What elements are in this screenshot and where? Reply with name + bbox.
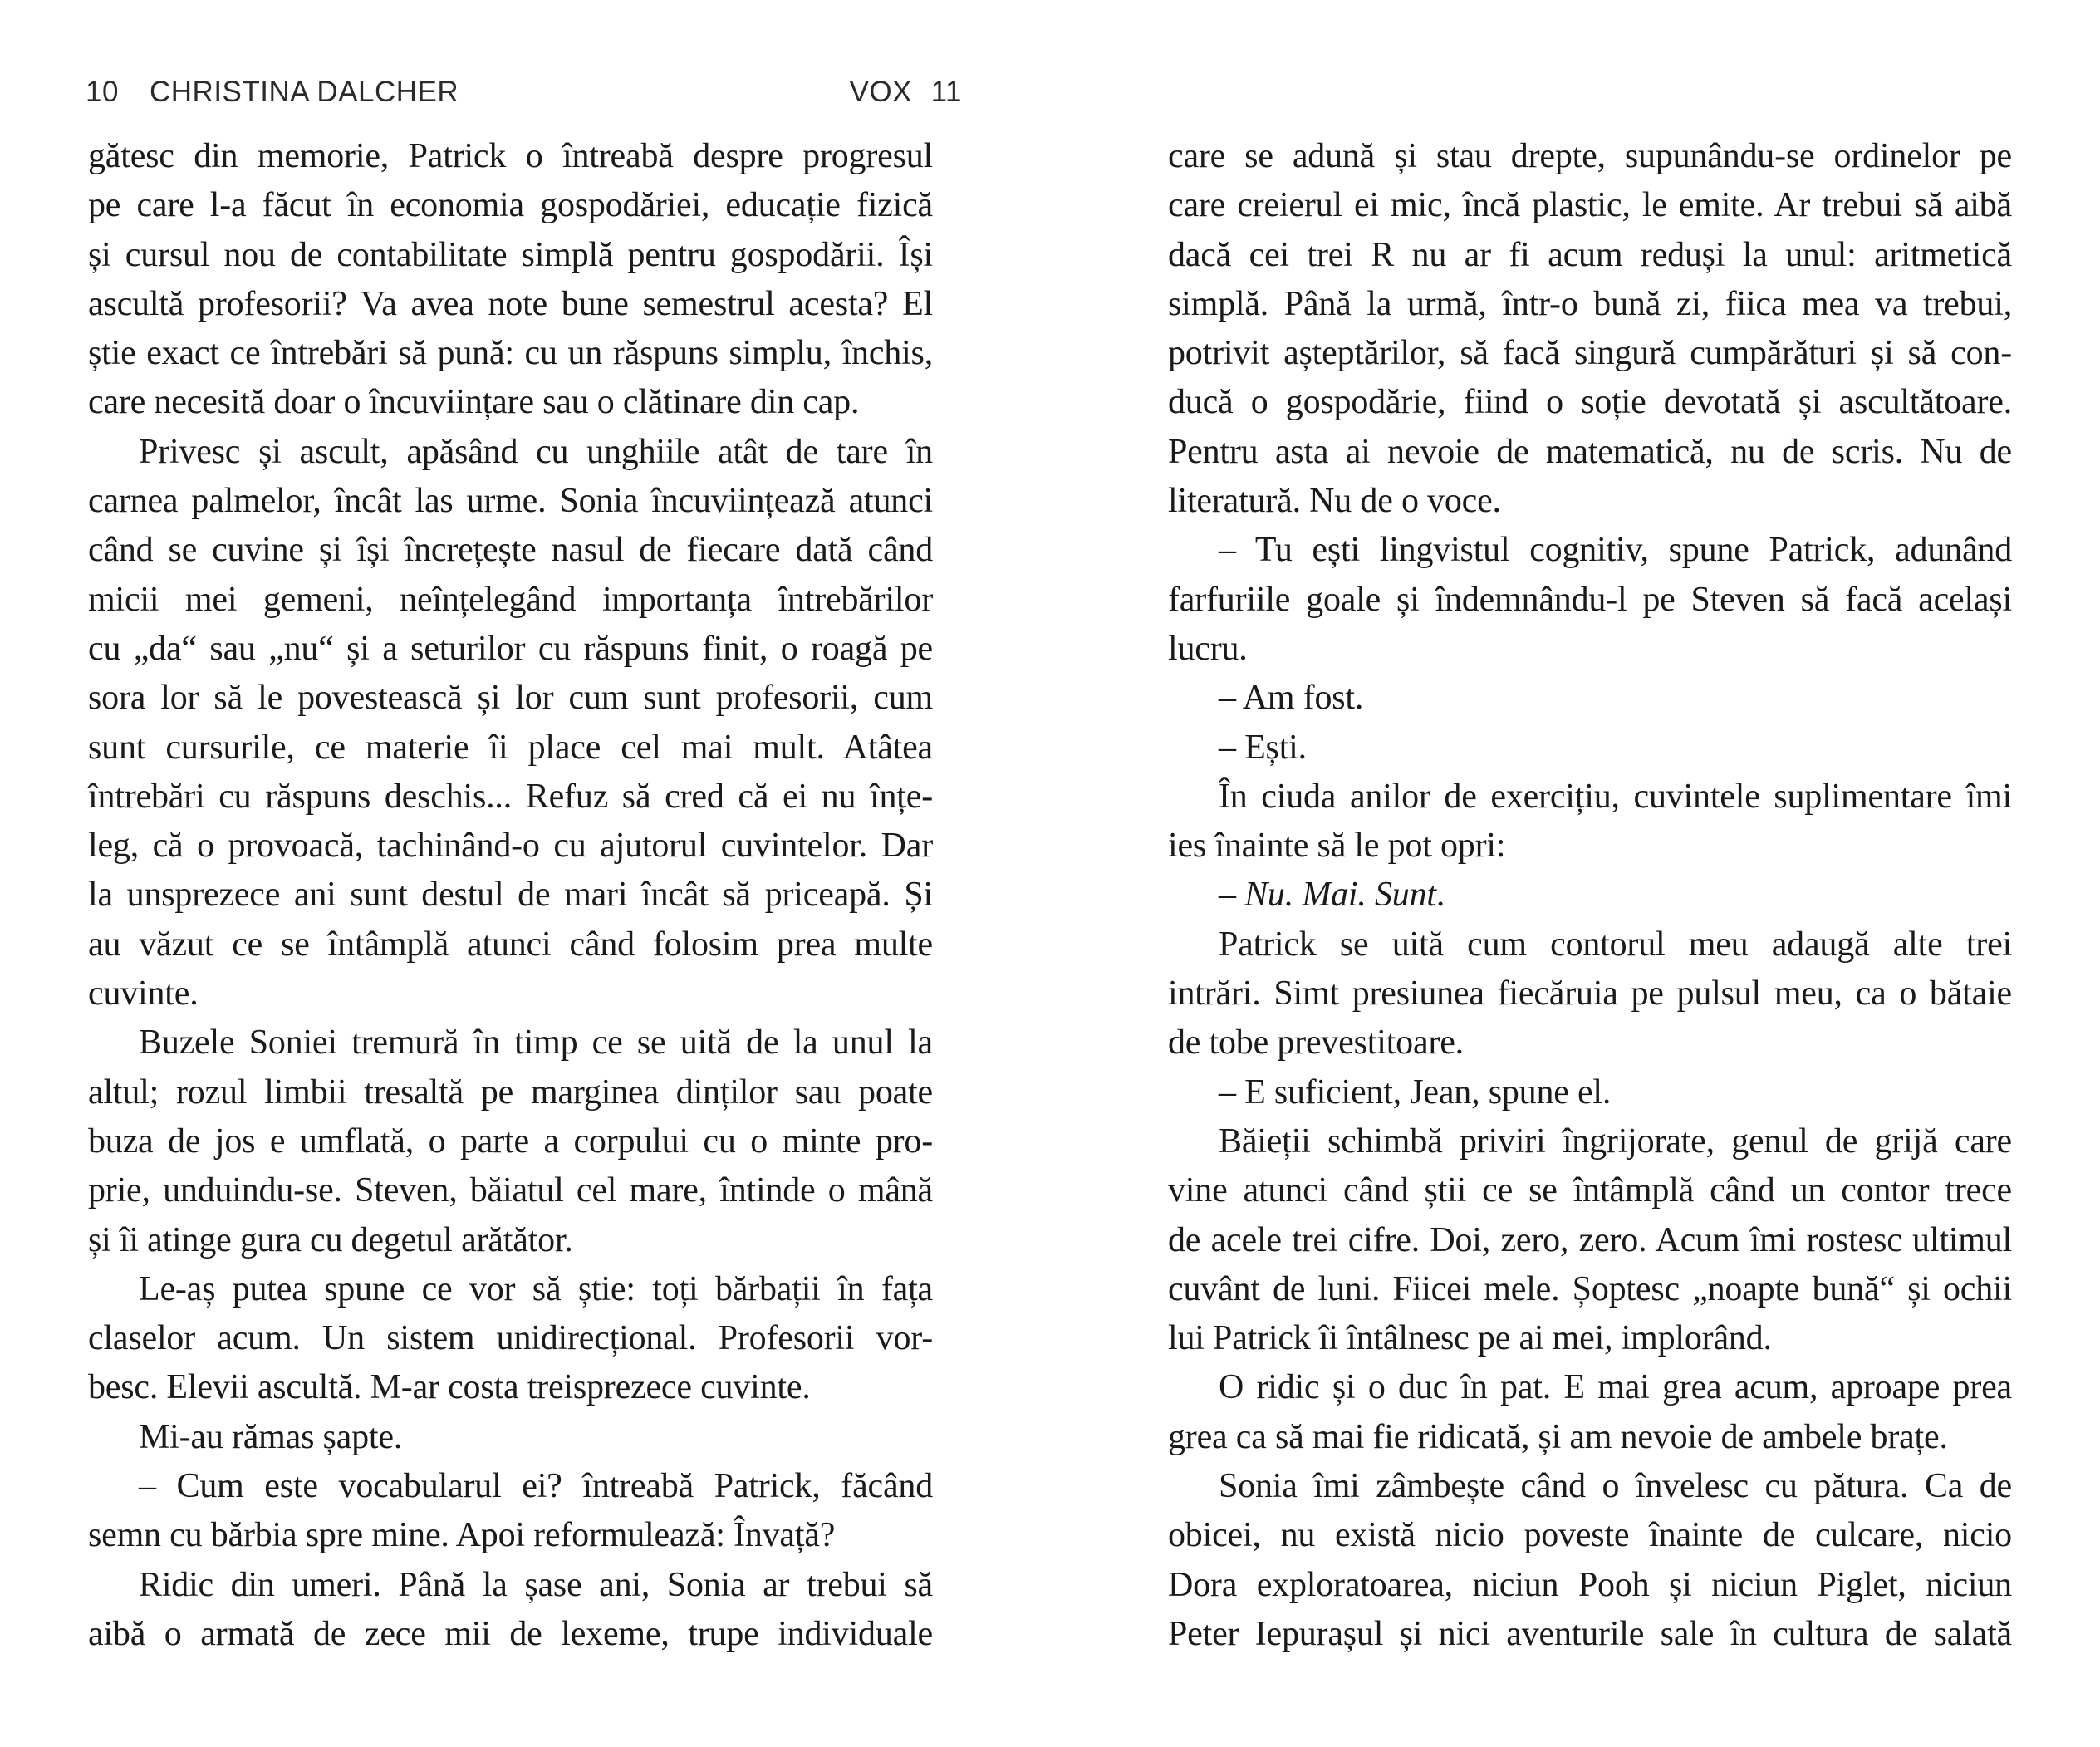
text-line: micii mei gemeni, neînțelegând importanța întrebărilor [88, 580, 933, 619]
page-number: 10 [86, 76, 119, 108]
text-line: Peter Iepurașul și nici aventurile sale în cultura de salată [1168, 1614, 2012, 1653]
text-line: de acele trei cifre. Doi, zero, zero. Acum îmi rostesc ultimul [1168, 1220, 2012, 1259]
text-line: – E suficient, Jean, spune el. [1219, 1072, 1612, 1112]
text-line: farfuriile goale și îndemnându-l pe Steven să facă același [1168, 580, 2012, 619]
text-line: sora lor să le povestească și lor cum sunt profesorii, cum [88, 679, 933, 718]
text-line: obicei, nu există nicio poveste înainte de culcare, nicio [1168, 1516, 2012, 1555]
text-line: carnea palmelor, încât las urme. Sonia încuviințează atunci [88, 482, 933, 521]
body-text-right [1168, 132, 2012, 1659]
text-line: lui Patrick îi întâlnesc pe ai mei, implorând. [1168, 1319, 1772, 1358]
text-segment: . [1435, 876, 1445, 915]
text-line: de tobe prevestitoare. [1168, 1023, 1464, 1062]
text-line: besc. Elevii ascultă. M-ar costa treisprezece cuvinte. [88, 1368, 811, 1407]
page-number: 11 [930, 76, 962, 108]
book-title: VOX [849, 76, 912, 108]
text-line: claselor acum. Un sistem unidirecțional. Profesorii vor- [88, 1319, 933, 1358]
text-line: întrebări cu răspuns deschis... Refuz să cred că ei nu înțe- [88, 777, 933, 816]
text-line: vine atunci când știi ce se întâmplă când un contor trece [1168, 1171, 2012, 1210]
text-line: Pentru asta ai nevoie de matematică, nu de scris. Nu de [1168, 432, 2012, 471]
text-line: care necesită doar o încuviințare sau o clătinare din cap. [88, 383, 860, 422]
text-line: semn cu bărbia spre mine. Apoi reformulează: Învață? [88, 1516, 836, 1555]
text-line: Mi-au rămas șapte. [139, 1417, 403, 1456]
text-line: leg, că o provoacă, tachinând-o cu ajutorul cuvintelor. Dar [88, 827, 933, 866]
text-line: care se adună și stau drepte, supunându-se ordinelor pe [1168, 137, 2012, 175]
text-line: – Am fost. [1219, 679, 1364, 718]
text-line: ascultă profesorii? Va avea note bune semestrul acesta? El [88, 284, 933, 323]
right-page [849, 0, 2100, 1747]
text-line: sunt cursurile, ce materie îi place cel mai mult. Atâtea [88, 728, 933, 767]
text-line: pe care l-a făcut în economia gospodăriei, educație fizică [88, 186, 933, 225]
text-line: Sonia îmi zâmbește când o învelesc cu pătura. Ca de [1219, 1467, 2012, 1506]
text-line: literatură. Nu de o voce. [1168, 482, 1501, 521]
text-line: cuvinte. [88, 974, 199, 1013]
text-line: Privesc și ascult, apăsând cu unghiile atât de tare în [139, 432, 933, 471]
text-line: intrări. Simt presiunea fiecăruia pe pulsul meu, ca o bătaie [1168, 974, 2012, 1013]
text-line: O ridic și o duc în pat. E mai grea acum, aproape prea [1219, 1368, 2012, 1407]
text-line: lucru. [1168, 629, 1248, 668]
text-line: la unsprezece ani sunt destul de mari încât să priceapă. Și [88, 876, 933, 915]
text-line: Buzele Soniei tremură în timp ce se uită de la unul la [139, 1023, 933, 1062]
text-line: au văzut ce se întâmplă atunci când folosim prea multe [88, 925, 933, 964]
text-segment: – [1219, 876, 1245, 915]
text-line: – Cum este vocabularul ei? întreabă Patrick, făcând [139, 1467, 933, 1506]
text-line: dacă cei trei R nu ar fi acum reduși la unul: aritmetică [1168, 235, 2012, 274]
text-line: – Ești. [1219, 728, 1307, 767]
text-line: buza de jos e umflată, o parte a corpului cu o minte pro- [88, 1121, 933, 1161]
author-name: CHRISTINA DALCHER [150, 76, 459, 108]
italic-text: Nu. Mai. Sunt [1244, 876, 1436, 915]
text-line: prie, unduindu-se. Steven, băiatul cel mare, întinde o mână [88, 1171, 933, 1210]
text-line: Dora exploratoarea, niciun Pooh și niciun Piglet, niciun [1168, 1565, 2012, 1604]
text-line: știe exact ce întrebări să pună: cu un răspuns simplu, închis, [88, 334, 933, 373]
text-line: Patrick se uită cum contorul meu adaugă alte trei [1219, 925, 2012, 964]
text-line: – Tu ești lingvistul cognitiv, spune Patrick, adunând [1219, 531, 2012, 570]
text-line: potrivit așteptărilor, să facă singură cumpărături și să con- [1168, 334, 2012, 373]
text-line: În ciuda anilor de exercițiu, cuvintele suplimentare îmi [1219, 777, 2012, 816]
text-line: care creierul ei mic, încă plastic, le emite. Ar trebui să aibă [1168, 186, 2012, 225]
text-line: Le-aș putea spune ce vor să știe: toți bărbații în fața [139, 1269, 933, 1308]
text-line: grea ca să mai fie ridicată, și am nevoie de ambele brațe. [1168, 1417, 1948, 1456]
text-line: simplă. Până la urmă, într-o bună zi, fiica mea va trebui, [1168, 284, 2012, 323]
text-line: cuvânt de luni. Fiicei mele. Șoptesc „noapte bună“ și ochii [1168, 1269, 2012, 1308]
text-line: și cursul nou de contabilitate simplă pentru gospodării. Își [88, 235, 933, 274]
text-line: aibă o armată de zece mii de lexeme, trupe individuale [88, 1614, 933, 1653]
text-line: ducă o gospodărie, fiind o soție devotată și ascultătoare. [1168, 383, 2012, 422]
text-line: și îi atinge gura cu degetul arătător. [88, 1220, 573, 1259]
text-line: ies înainte să le pot opri: [1168, 827, 1506, 866]
text-line: altul; rozul limbii tresaltă pe marginea dinților sau poate [88, 1072, 933, 1112]
body-text-left [88, 132, 933, 1659]
text-line [1168, 871, 2012, 920]
text-line: Ridic din umeri. Până la șase ani, Sonia ar trebui să [139, 1565, 933, 1604]
text-line: cu „da“ sau „nu“ și a seturilor cu răspuns finit, o roagă pe [88, 629, 933, 668]
text-line: când se cuvine și își încrețește nasul de fiecare dată când [88, 531, 933, 570]
text-line: gătesc din memorie, Patrick o întreabă despre progresul [88, 137, 933, 175]
text-line: Băieții schimbă priviri îngrijorate, genul de grijă care [1219, 1121, 2012, 1161]
